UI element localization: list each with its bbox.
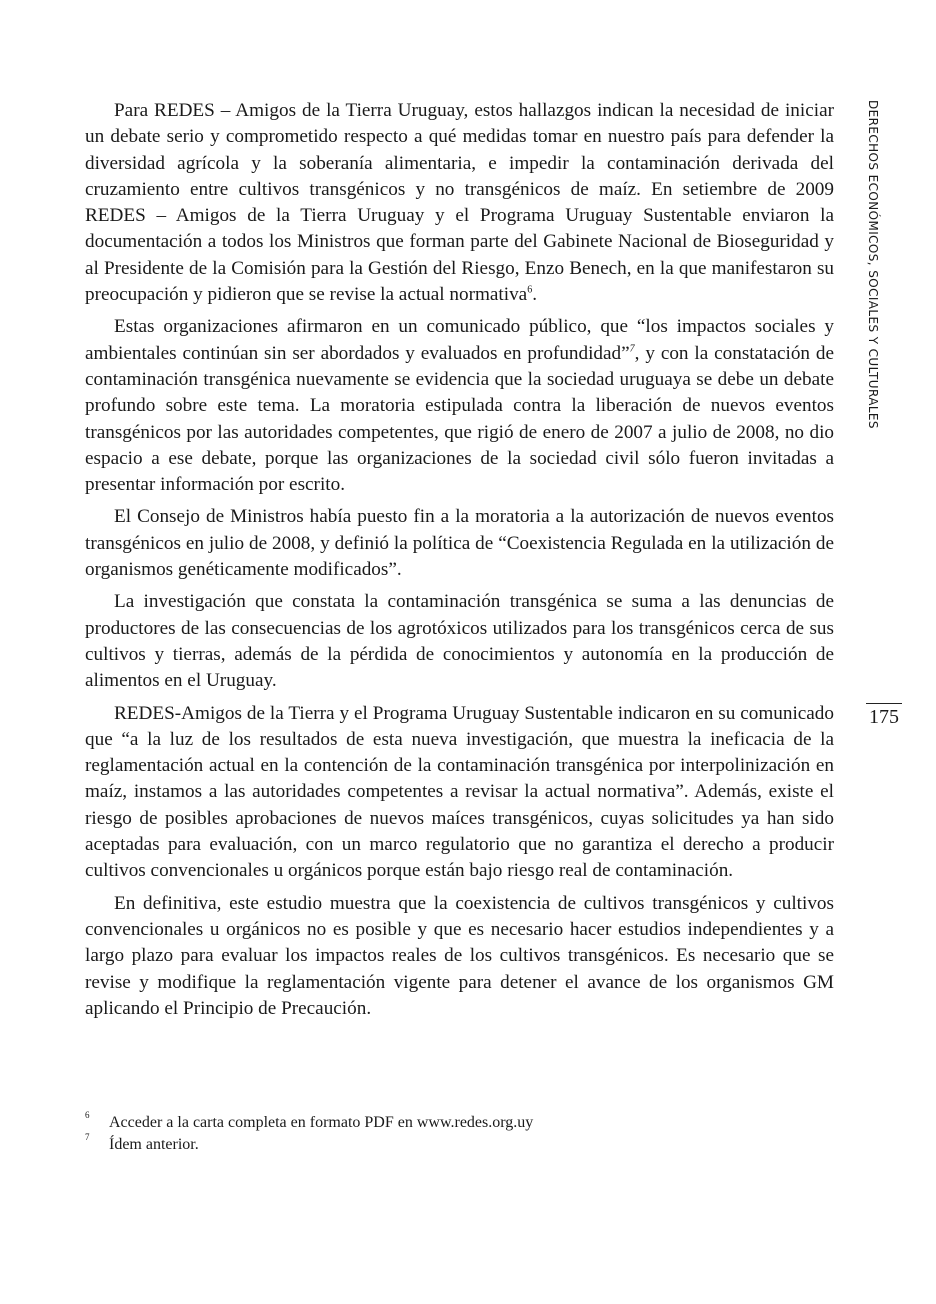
paragraph-2: Estas organizaciones afirmaron en un comunicado público, que “los impactos sociales y ambientales continúan sin ser abordados y evaluados en profundidad”$^7$, y con la constatación de contaminación transgénica nuevamente se evidencia que la sociedad uruguaya se debe un debate profundo sobre este tema. La moratoria estipulada contra la liberación de nuevos eventos transgénicos por las autoridades competentes, que rigió de enero de 2007 a julio de 2008, no dio espacio a ese debate, porque las organizaciones de la sociedad civil sólo fueron invitadas a presentar información por escrito. [85,316,835,496]
paragraph-3: El Consejo de Ministros había puesto fin a la moratoria a la autorización de nuevos eventos transgénicos en julio de 2008, y definió la política de “Coexistencia Regulada en la utilización de organismos genéticamente modificados”. [85,506,834,581]
footnote-text: Ídem anterior. [109,1136,199,1153]
body-text [85,98,834,1028]
page-number-rule [866,703,902,704]
footnote-text: Acceder a la carta completa en formato PDF en www.redes.org.uy [109,1114,534,1131]
footnote-7 [85,1134,785,1156]
paragraph-4: La investigación que constata la contaminación transgénica se suma a las denuncias de productores de las consecuencias de los agrotóxicos utilizados para los transgénicos cerca de sus cultivos y tierras, además de la pérdida de conocimientos y autonomía en la producción de alimentos en el Uruguay. [85,591,834,692]
paragraph-1: Para REDES – Amigos de la Tierra Uruguay, estos hallazgos indican la necesidad de iniciar un debate serio y comprometido respecto a qué medidas tomar en nuestro país para defender la diversidad agrícola y la soberanía alimentaria, e impedir la contaminación derivada del cruzamiento entre cultivos transgénicos y no transgénicos de maíz. En setiembre de 2009 REDES – Amigos de la Tierra Uruguay y el Programa Uruguay Sustentable enviaron la documentación a todos los Ministros que forman parte del Gabinete Nacional de Bioseguridad y al Presidente de la Comisión para la Gestión del Riesgo, Enzo Benech, en la que manifestaron su preocupación y pidieron que se revise la actual normativa$^6$. [85,100,834,306]
running-header: DERECHOS ECONÓMICOS, SOCIALES Y CULTURALES [866,100,880,429]
footnote-ref-6[interactable]: 6 [527,284,533,296]
footnote-number: 7 [85,1132,90,1142]
footnote-6 [85,1112,785,1134]
footnotes [85,1112,785,1156]
footnote-ref-7[interactable]: 7 [629,343,635,355]
paragraph-5: REDES-Amigos de la Tierra y el Programa Uruguay Sustentable indicaron en su comunicado que “a la luz de los resultados de esta nueva investigación, que muestra la ineficacia de la reglamentación actual en la contención de la contaminación transgénica por interpolinización en maíz, instamos a las autoridades competentes a revisar la actual normativa”. Además, existe el riesgo de posibles aprobaciones de nuevos maíces transgénicos, cuyas solicitudes ya han sido aceptadas para evaluación, con un marco regulatorio que no garantiza el derecho a producir cultivos convencionales u orgánicos porque están bajo riesgo real de contaminación. [85,702,834,882]
footnote-number: 6 [85,1110,90,1120]
paragraph-6: En definitiva, este estudio muestra que la coexistencia de cultivos transgénicos y cultivos convencionales u orgánicos no es posible y que es necesario hacer estudios independientes y a largo plazo para evaluar los impactos reales de los cultivos transgénicos. Es necesario que se revise y modifique la reglamentación vigente para detener el avance de los organismos GM aplicando el Principio de Precaución. [85,892,834,1019]
page-number: 175 [869,706,899,728]
